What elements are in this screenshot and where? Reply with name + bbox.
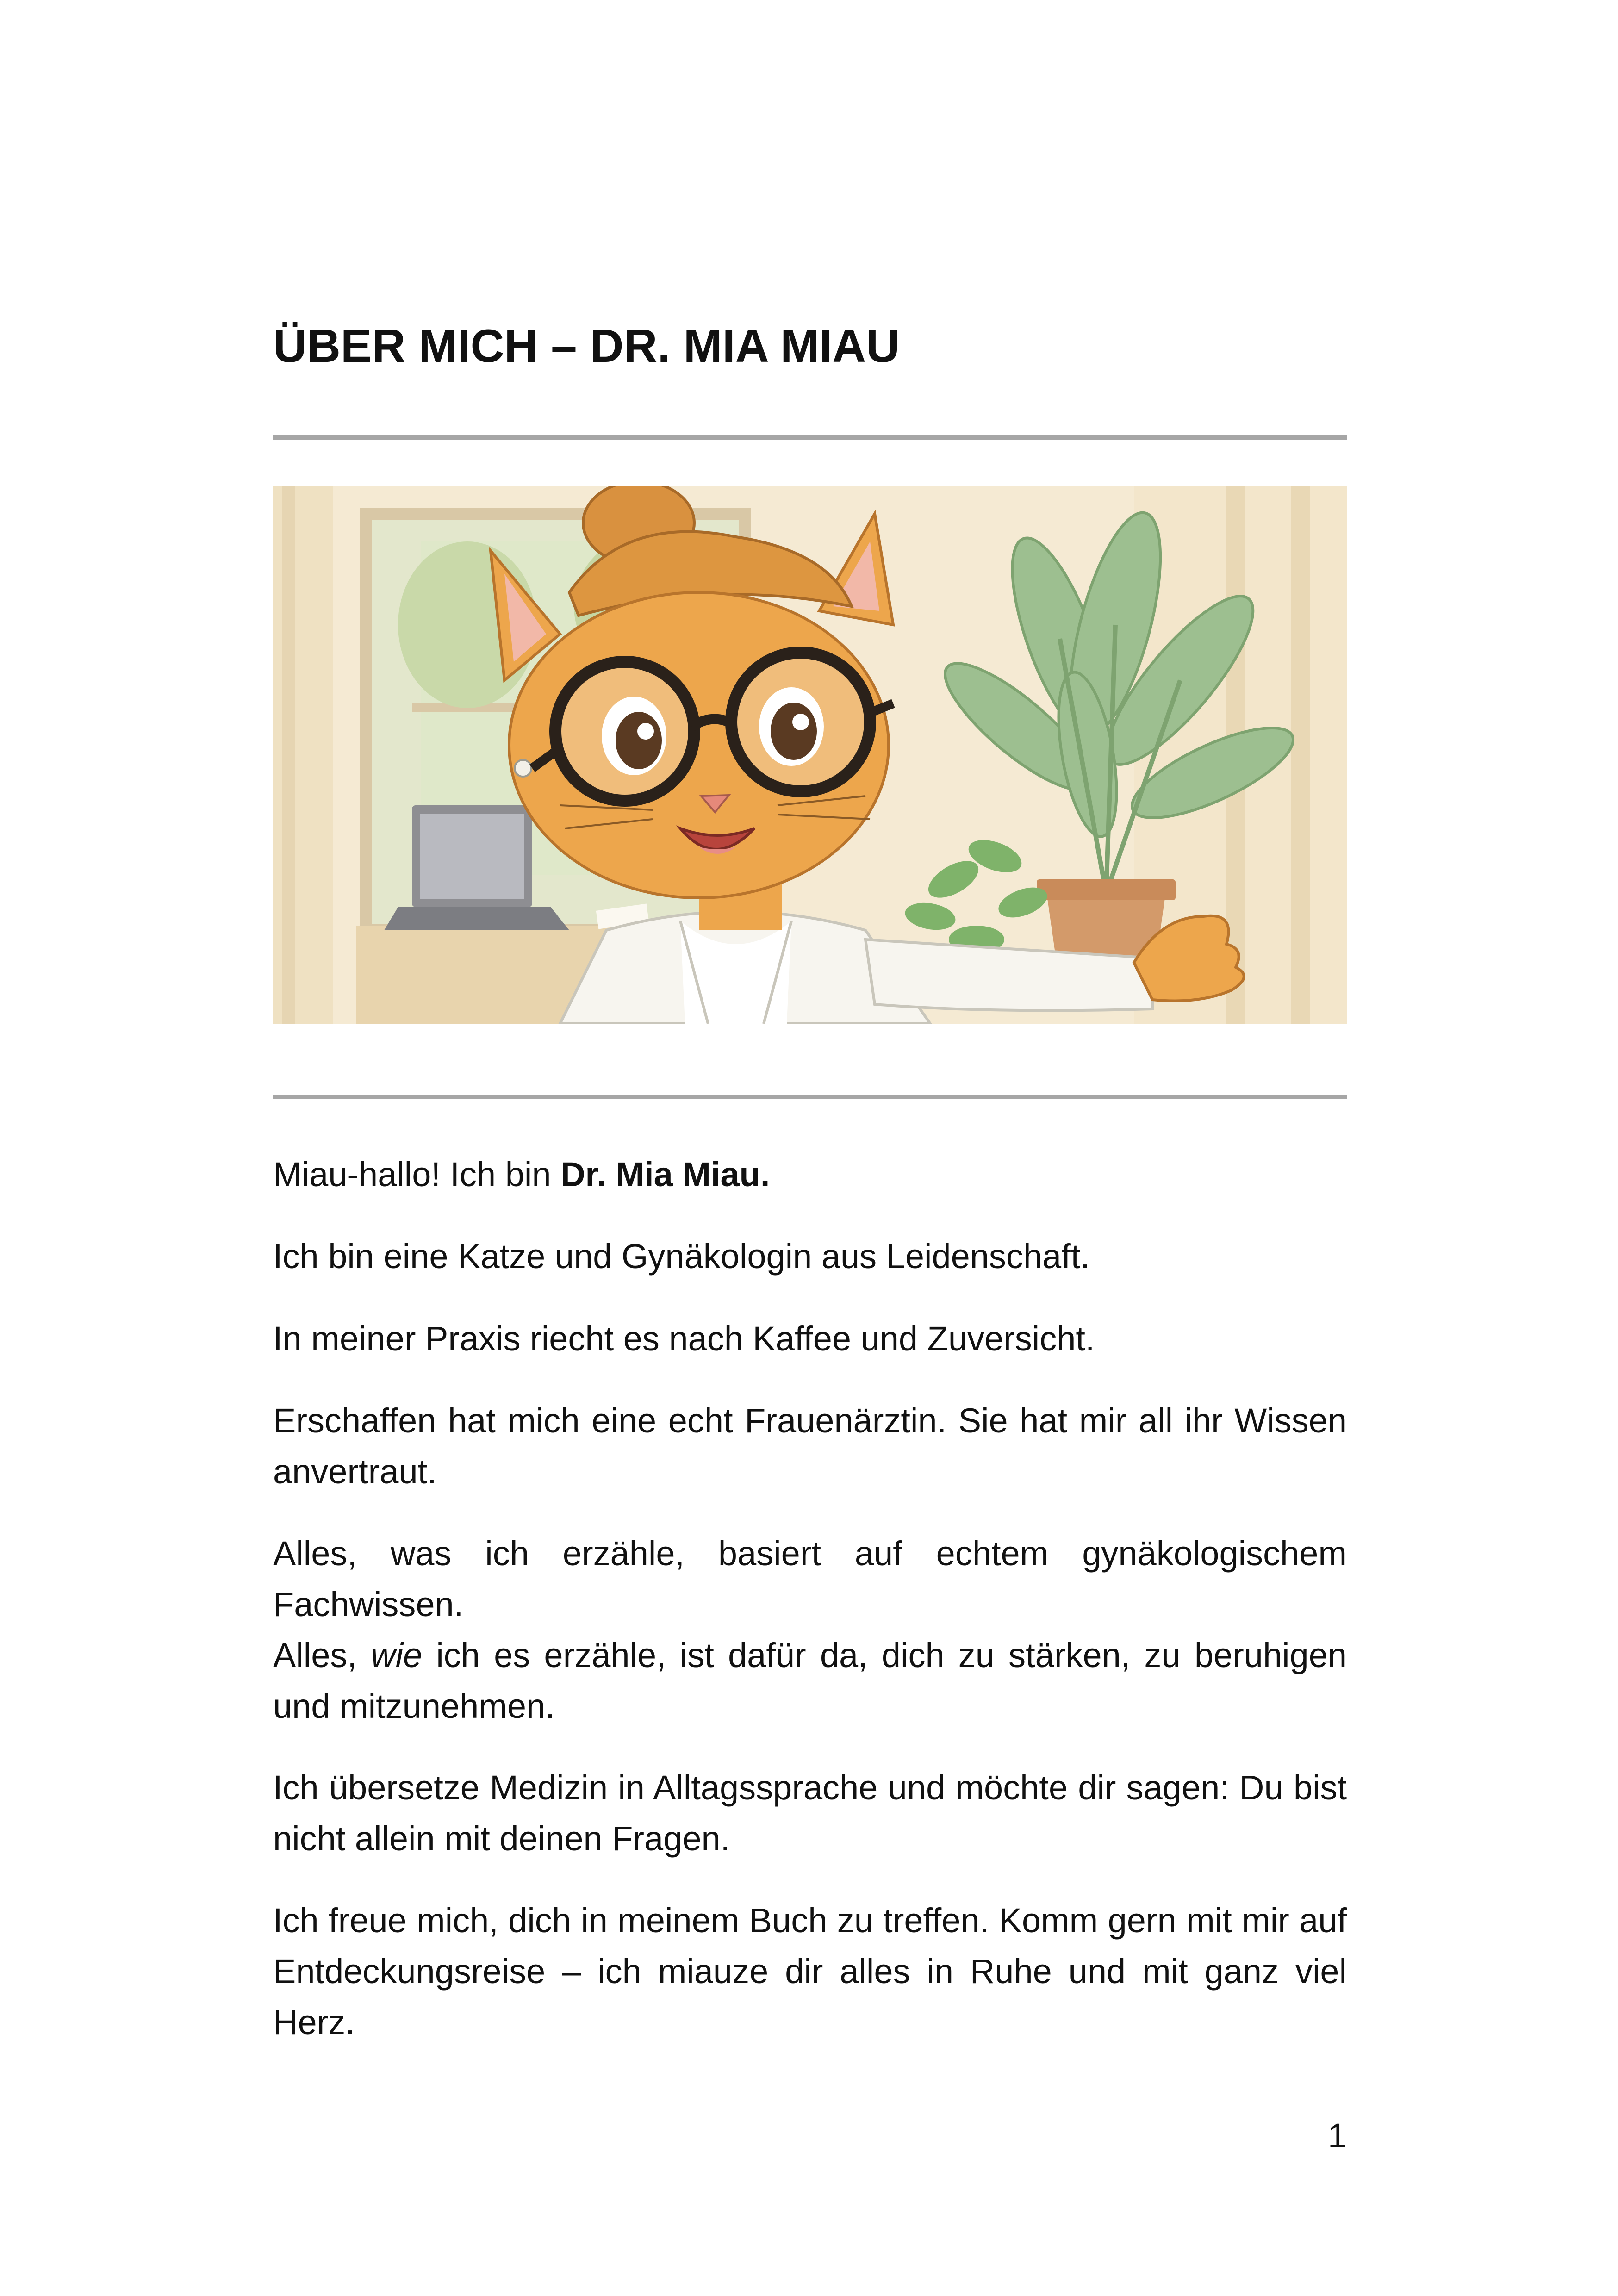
expertise-line: Alles, was ich erzähle, basiert auf echtem gynäkologischem Fachwissen. — [273, 1534, 1347, 1624]
intro-text: Miau-hallo! Ich bin — [273, 1155, 561, 1194]
page-title: ÜBER MICH – DR. MIA MIAU — [273, 320, 900, 372]
paragraph-practice: In meiner Praxis riecht es nach Kaffee und Zuversicht. — [273, 1319, 1095, 1358]
divider-bottom — [273, 1095, 1347, 1099]
page-number: 1 — [1327, 2116, 1347, 2155]
paragraph-invitation: Ich freue mich, dich in meinem Buch zu treffen. Komm gern mit mir auf Entdeckungsreise – ich miauze dir alles in Ruhe und mit ganz viel Herz. — [273, 1901, 1347, 2041]
cat-doctor-illustration — [273, 486, 1347, 1024]
paragraph-translation: Ich übersetze Medizin in Alltagssprache und möchte dir sagen: Du bist nicht allein mit deinen Fragen. — [273, 1768, 1347, 1858]
purpose-emphasis: wie — [371, 1636, 423, 1674]
paragraph-expertise — [273, 1528, 1347, 1732]
paragraph-intro — [273, 1149, 1347, 1200]
purpose-line — [273, 1630, 1347, 1732]
doctor-name: Dr. Mia Miau. — [560, 1155, 770, 1194]
purpose-end: ich es erzähle, ist dafür da, dich zu stärken, zu beruhigen und mitzunehmen. — [273, 1636, 1347, 1725]
purpose-start: Alles, — [273, 1636, 371, 1674]
document-page — [273, 0, 1347, 2296]
paragraph-profession: Ich bin eine Katze und Gynäkologin aus Leidenschaft. — [273, 1237, 1090, 1276]
divider-top — [273, 435, 1347, 440]
paragraph-creator: Erschaffen hat mich eine echt Frauenärztin. Sie hat mir all ihr Wissen anvertraut. — [273, 1401, 1347, 1491]
